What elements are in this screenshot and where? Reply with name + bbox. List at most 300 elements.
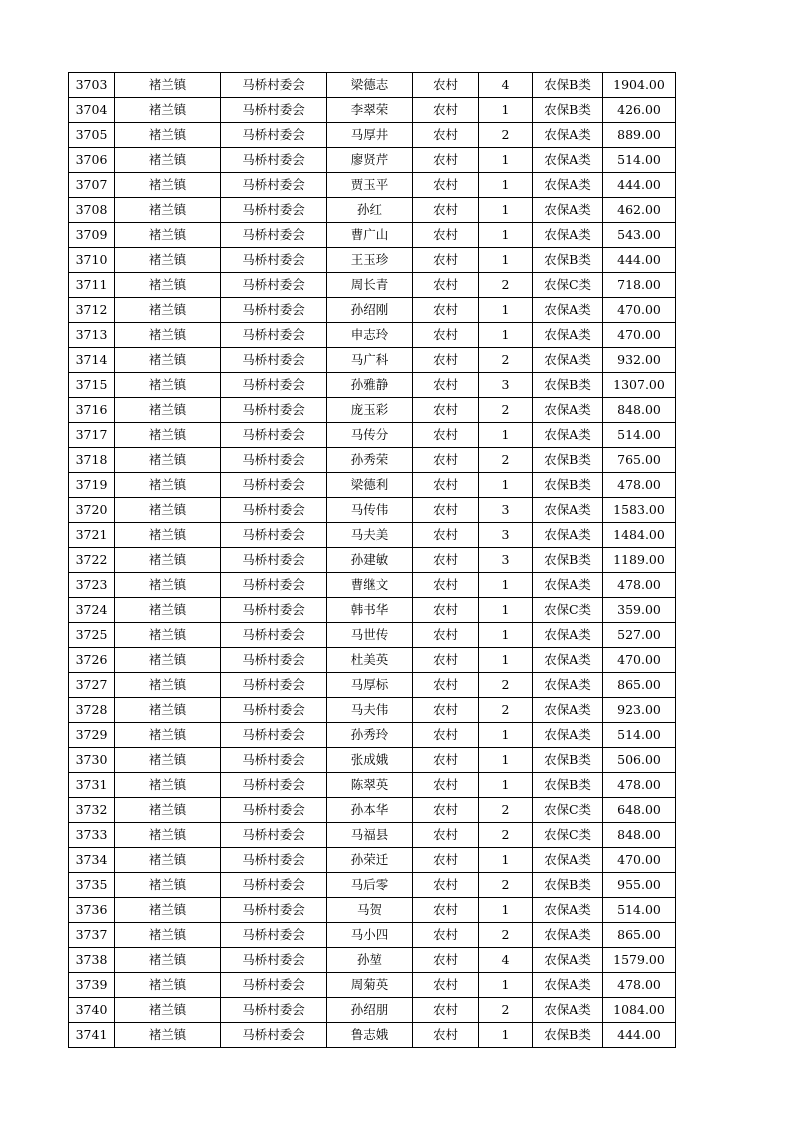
area-type-cell: 农村	[413, 348, 479, 373]
village-committee-cell: 马桥村委会	[221, 723, 327, 748]
village-committee-cell: 马桥村委会	[221, 1023, 327, 1048]
household-count-cell: 2	[479, 398, 533, 423]
household-count-cell: 2	[479, 448, 533, 473]
area-type-cell: 农村	[413, 73, 479, 98]
area-type-cell: 农村	[413, 398, 479, 423]
household-count-cell: 1	[479, 198, 533, 223]
insurance-category-cell: 农保A类	[533, 948, 603, 973]
area-type-cell: 农村	[413, 548, 479, 573]
town-cell: 褚兰镇	[115, 473, 221, 498]
household-count-cell: 1	[479, 323, 533, 348]
village-committee-cell: 马桥村委会	[221, 573, 327, 598]
area-type-cell: 农村	[413, 148, 479, 173]
person-name-cell: 孙荣迁	[327, 848, 413, 873]
amount-cell: 865.00	[603, 923, 676, 948]
person-name-cell: 马后零	[327, 873, 413, 898]
town-cell: 褚兰镇	[115, 698, 221, 723]
area-type-cell: 农村	[413, 848, 479, 873]
row-number-cell: 3703	[69, 73, 115, 98]
household-count-cell: 1	[479, 623, 533, 648]
town-cell: 褚兰镇	[115, 223, 221, 248]
area-type-cell: 农村	[413, 298, 479, 323]
area-type-cell: 农村	[413, 248, 479, 273]
table-row	[69, 123, 676, 148]
village-committee-cell: 马桥村委会	[221, 848, 327, 873]
person-name-cell: 庞玉彩	[327, 398, 413, 423]
row-number-cell: 3707	[69, 173, 115, 198]
insurance-category-cell: 农保A类	[533, 923, 603, 948]
village-committee-cell: 马桥村委会	[221, 523, 327, 548]
person-name-cell: 孙雅静	[327, 373, 413, 398]
area-type-cell: 农村	[413, 598, 479, 623]
row-number-cell: 3712	[69, 298, 115, 323]
village-committee-cell: 马桥村委会	[221, 823, 327, 848]
village-committee-cell: 马桥村委会	[221, 323, 327, 348]
insurance-category-cell: 农保A类	[533, 498, 603, 523]
town-cell: 褚兰镇	[115, 1023, 221, 1048]
village-committee-cell: 马桥村委会	[221, 223, 327, 248]
amount-cell: 444.00	[603, 1023, 676, 1048]
area-type-cell: 农村	[413, 323, 479, 348]
insurance-category-cell: 农保A类	[533, 323, 603, 348]
row-number-cell: 3720	[69, 498, 115, 523]
town-cell: 褚兰镇	[115, 848, 221, 873]
town-cell: 褚兰镇	[115, 298, 221, 323]
row-number-cell: 3738	[69, 948, 115, 973]
amount-cell: 426.00	[603, 98, 676, 123]
amount-cell: 462.00	[603, 198, 676, 223]
village-committee-cell: 马桥村委会	[221, 748, 327, 773]
village-committee-cell: 马桥村委会	[221, 673, 327, 698]
household-count-cell: 1	[479, 473, 533, 498]
table-row	[69, 198, 676, 223]
person-name-cell: 鲁志娥	[327, 1023, 413, 1048]
area-type-cell: 农村	[413, 773, 479, 798]
insurance-category-cell: 农保A类	[533, 848, 603, 873]
insurance-category-cell: 农保A类	[533, 648, 603, 673]
town-cell: 褚兰镇	[115, 673, 221, 698]
row-number-cell: 3704	[69, 98, 115, 123]
row-number-cell: 3713	[69, 323, 115, 348]
town-cell: 褚兰镇	[115, 373, 221, 398]
amount-cell: 1579.00	[603, 948, 676, 973]
town-cell: 褚兰镇	[115, 248, 221, 273]
town-cell: 褚兰镇	[115, 98, 221, 123]
area-type-cell: 农村	[413, 523, 479, 548]
household-count-cell: 1	[479, 748, 533, 773]
person-name-cell: 曹继文	[327, 573, 413, 598]
amount-cell: 506.00	[603, 748, 676, 773]
row-number-cell: 3733	[69, 823, 115, 848]
person-name-cell: 马福县	[327, 823, 413, 848]
village-committee-cell: 马桥村委会	[221, 898, 327, 923]
person-name-cell: 周菊英	[327, 973, 413, 998]
row-number-cell: 3739	[69, 973, 115, 998]
household-count-cell: 1	[479, 248, 533, 273]
town-cell: 褚兰镇	[115, 173, 221, 198]
insurance-category-cell: 农保B类	[533, 548, 603, 573]
household-count-cell: 2	[479, 998, 533, 1023]
household-count-cell: 1	[479, 1023, 533, 1048]
area-type-cell: 农村	[413, 423, 479, 448]
table-row	[69, 673, 676, 698]
table-row	[69, 998, 676, 1023]
household-count-cell: 3	[479, 498, 533, 523]
village-committee-cell: 马桥村委会	[221, 148, 327, 173]
area-type-cell: 农村	[413, 698, 479, 723]
row-number-cell: 3719	[69, 473, 115, 498]
amount-cell: 470.00	[603, 848, 676, 873]
table-row	[69, 473, 676, 498]
table-row	[69, 173, 676, 198]
village-committee-cell: 马桥村委会	[221, 698, 327, 723]
table-row	[69, 98, 676, 123]
village-committee-cell: 马桥村委会	[221, 473, 327, 498]
person-name-cell: 马小四	[327, 923, 413, 948]
table-row	[69, 498, 676, 523]
table-row	[69, 1023, 676, 1048]
area-type-cell: 农村	[413, 898, 479, 923]
row-number-cell: 3731	[69, 773, 115, 798]
town-cell: 褚兰镇	[115, 498, 221, 523]
amount-cell: 889.00	[603, 123, 676, 148]
household-count-cell: 1	[479, 723, 533, 748]
person-name-cell: 李翠荣	[327, 98, 413, 123]
row-number-cell: 3722	[69, 548, 115, 573]
table-row	[69, 923, 676, 948]
table-row	[69, 398, 676, 423]
person-name-cell: 孙红	[327, 198, 413, 223]
row-number-cell: 3728	[69, 698, 115, 723]
table-row	[69, 423, 676, 448]
person-name-cell: 梁德志	[327, 73, 413, 98]
household-count-cell: 1	[479, 648, 533, 673]
person-name-cell: 廖贤芹	[327, 148, 413, 173]
person-name-cell: 张成娥	[327, 748, 413, 773]
table-row	[69, 273, 676, 298]
amount-cell: 932.00	[603, 348, 676, 373]
household-count-cell: 1	[479, 973, 533, 998]
table-row	[69, 348, 676, 373]
village-committee-cell: 马桥村委会	[221, 798, 327, 823]
area-type-cell: 农村	[413, 1023, 479, 1048]
person-name-cell: 马广科	[327, 348, 413, 373]
area-type-cell: 农村	[413, 998, 479, 1023]
town-cell: 褚兰镇	[115, 723, 221, 748]
village-committee-cell: 马桥村委会	[221, 98, 327, 123]
amount-cell: 923.00	[603, 698, 676, 723]
row-number-cell: 3709	[69, 223, 115, 248]
table-row	[69, 698, 676, 723]
row-number-cell: 3706	[69, 148, 115, 173]
town-cell: 褚兰镇	[115, 898, 221, 923]
person-name-cell: 王玉珍	[327, 248, 413, 273]
amount-cell: 514.00	[603, 148, 676, 173]
insurance-category-cell: 农保B类	[533, 73, 603, 98]
amount-cell: 478.00	[603, 973, 676, 998]
table-row	[69, 298, 676, 323]
village-committee-cell: 马桥村委会	[221, 998, 327, 1023]
village-committee-cell: 马桥村委会	[221, 873, 327, 898]
household-count-cell: 1	[479, 898, 533, 923]
insurance-category-cell: 农保B类	[533, 448, 603, 473]
amount-cell: 718.00	[603, 273, 676, 298]
amount-cell: 514.00	[603, 898, 676, 923]
row-number-cell: 3718	[69, 448, 115, 473]
village-committee-cell: 马桥村委会	[221, 198, 327, 223]
town-cell: 褚兰镇	[115, 348, 221, 373]
town-cell: 褚兰镇	[115, 948, 221, 973]
town-cell: 褚兰镇	[115, 998, 221, 1023]
town-cell: 褚兰镇	[115, 123, 221, 148]
amount-cell: 444.00	[603, 248, 676, 273]
row-number-cell: 3737	[69, 923, 115, 948]
village-committee-cell: 马桥村委会	[221, 248, 327, 273]
table-row	[69, 148, 676, 173]
amount-cell: 444.00	[603, 173, 676, 198]
area-type-cell: 农村	[413, 573, 479, 598]
amount-cell: 359.00	[603, 598, 676, 623]
village-committee-cell: 马桥村委会	[221, 448, 327, 473]
table-row	[69, 648, 676, 673]
area-type-cell: 农村	[413, 473, 479, 498]
town-cell: 褚兰镇	[115, 648, 221, 673]
table-row	[69, 373, 676, 398]
town-cell: 褚兰镇	[115, 873, 221, 898]
area-type-cell: 农村	[413, 273, 479, 298]
insurance-category-cell: 农保A类	[533, 173, 603, 198]
insurance-category-cell: 农保A类	[533, 673, 603, 698]
row-number-cell: 3724	[69, 598, 115, 623]
town-cell: 褚兰镇	[115, 748, 221, 773]
household-count-cell: 1	[479, 848, 533, 873]
row-number-cell: 3714	[69, 348, 115, 373]
household-count-cell: 1	[479, 423, 533, 448]
town-cell: 褚兰镇	[115, 773, 221, 798]
household-count-cell: 2	[479, 123, 533, 148]
village-committee-cell: 马桥村委会	[221, 973, 327, 998]
town-cell: 褚兰镇	[115, 548, 221, 573]
area-type-cell: 农村	[413, 923, 479, 948]
village-committee-cell: 马桥村委会	[221, 773, 327, 798]
area-type-cell: 农村	[413, 173, 479, 198]
row-number-cell: 3741	[69, 1023, 115, 1048]
insurance-category-cell: 农保C类	[533, 273, 603, 298]
area-type-cell: 农村	[413, 123, 479, 148]
area-type-cell: 农村	[413, 498, 479, 523]
row-number-cell: 3721	[69, 523, 115, 548]
household-count-cell: 1	[479, 298, 533, 323]
person-name-cell: 贾玉平	[327, 173, 413, 198]
insurance-category-cell: 农保A类	[533, 973, 603, 998]
person-name-cell: 梁德利	[327, 473, 413, 498]
insurance-category-cell: 农保A类	[533, 898, 603, 923]
village-committee-cell: 马桥村委会	[221, 548, 327, 573]
person-name-cell: 孙绍刚	[327, 298, 413, 323]
table-row	[69, 623, 676, 648]
amount-cell: 478.00	[603, 573, 676, 598]
person-name-cell: 马世传	[327, 623, 413, 648]
household-count-cell: 4	[479, 948, 533, 973]
table-row	[69, 73, 676, 98]
amount-cell: 478.00	[603, 773, 676, 798]
village-committee-cell: 马桥村委会	[221, 498, 327, 523]
person-name-cell: 陈翠英	[327, 773, 413, 798]
area-type-cell: 农村	[413, 798, 479, 823]
insurance-category-cell: 农保B类	[533, 1023, 603, 1048]
household-count-cell: 3	[479, 548, 533, 573]
household-count-cell: 2	[479, 798, 533, 823]
row-number-cell: 3729	[69, 723, 115, 748]
town-cell: 褚兰镇	[115, 148, 221, 173]
table-row	[69, 448, 676, 473]
village-committee-cell: 马桥村委会	[221, 348, 327, 373]
amount-cell: 470.00	[603, 323, 676, 348]
table-row	[69, 598, 676, 623]
area-type-cell: 农村	[413, 448, 479, 473]
household-count-cell: 1	[479, 98, 533, 123]
row-number-cell: 3725	[69, 623, 115, 648]
row-number-cell: 3732	[69, 798, 115, 823]
table-row	[69, 323, 676, 348]
insurance-category-cell: 农保B类	[533, 248, 603, 273]
insurance-category-cell: 农保A类	[533, 198, 603, 223]
amount-cell: 514.00	[603, 723, 676, 748]
town-cell: 褚兰镇	[115, 523, 221, 548]
household-count-cell: 2	[479, 273, 533, 298]
insurance-category-cell: 农保A类	[533, 998, 603, 1023]
insurance-category-cell: 农保C类	[533, 598, 603, 623]
row-number-cell: 3705	[69, 123, 115, 148]
table-row	[69, 548, 676, 573]
insurance-category-cell: 农保A类	[533, 223, 603, 248]
insurance-category-cell: 农保A类	[533, 523, 603, 548]
household-count-cell: 4	[479, 73, 533, 98]
household-count-cell: 2	[479, 873, 533, 898]
person-name-cell: 孙本华	[327, 798, 413, 823]
table-row	[69, 523, 676, 548]
household-count-cell: 1	[479, 173, 533, 198]
table-row	[69, 898, 676, 923]
person-name-cell: 孙秀玲	[327, 723, 413, 748]
insurance-category-cell: 农保C类	[533, 798, 603, 823]
area-type-cell: 农村	[413, 948, 479, 973]
village-committee-cell: 马桥村委会	[221, 173, 327, 198]
insurance-category-cell: 农保C类	[533, 823, 603, 848]
town-cell: 褚兰镇	[115, 198, 221, 223]
town-cell: 褚兰镇	[115, 398, 221, 423]
amount-cell: 765.00	[603, 448, 676, 473]
person-name-cell: 马传伟	[327, 498, 413, 523]
town-cell: 褚兰镇	[115, 973, 221, 998]
village-committee-cell: 马桥村委会	[221, 598, 327, 623]
village-committee-cell: 马桥村委会	[221, 73, 327, 98]
row-number-cell: 3708	[69, 198, 115, 223]
amount-cell: 1904.00	[603, 73, 676, 98]
table-row	[69, 723, 676, 748]
person-name-cell: 孙绍朋	[327, 998, 413, 1023]
person-name-cell: 马夫美	[327, 523, 413, 548]
village-committee-cell: 马桥村委会	[221, 948, 327, 973]
amount-cell: 865.00	[603, 673, 676, 698]
household-count-cell: 2	[479, 348, 533, 373]
table-row	[69, 748, 676, 773]
area-type-cell: 农村	[413, 723, 479, 748]
insurance-category-cell: 农保A类	[533, 423, 603, 448]
town-cell: 褚兰镇	[115, 823, 221, 848]
row-number-cell: 3715	[69, 373, 115, 398]
insurance-category-cell: 农保A类	[533, 723, 603, 748]
household-count-cell: 3	[479, 523, 533, 548]
row-number-cell: 3710	[69, 248, 115, 273]
amount-cell: 955.00	[603, 873, 676, 898]
area-type-cell: 农村	[413, 973, 479, 998]
table-row	[69, 248, 676, 273]
table-row	[69, 798, 676, 823]
village-committee-cell: 马桥村委会	[221, 923, 327, 948]
household-count-cell: 2	[479, 823, 533, 848]
town-cell: 褚兰镇	[115, 448, 221, 473]
area-type-cell: 农村	[413, 673, 479, 698]
town-cell: 褚兰镇	[115, 273, 221, 298]
insurance-category-cell: 农保B类	[533, 748, 603, 773]
area-type-cell: 农村	[413, 98, 479, 123]
household-count-cell: 3	[479, 373, 533, 398]
area-type-cell: 农村	[413, 373, 479, 398]
table-row	[69, 948, 676, 973]
insurance-category-cell: 农保A类	[533, 123, 603, 148]
table-row	[69, 848, 676, 873]
person-name-cell: 周长青	[327, 273, 413, 298]
town-cell: 褚兰镇	[115, 573, 221, 598]
person-name-cell: 孙堃	[327, 948, 413, 973]
household-count-cell: 1	[479, 773, 533, 798]
row-number-cell: 3736	[69, 898, 115, 923]
amount-cell: 648.00	[603, 798, 676, 823]
insurance-category-cell: 农保B类	[533, 98, 603, 123]
area-type-cell: 农村	[413, 873, 479, 898]
row-number-cell: 3735	[69, 873, 115, 898]
insurance-category-cell: 农保A类	[533, 298, 603, 323]
table-row	[69, 773, 676, 798]
table-body	[69, 73, 676, 1048]
amount-cell: 478.00	[603, 473, 676, 498]
area-type-cell: 农村	[413, 648, 479, 673]
village-committee-cell: 马桥村委会	[221, 273, 327, 298]
person-name-cell: 曹广山	[327, 223, 413, 248]
table-row	[69, 873, 676, 898]
village-committee-cell: 马桥村委会	[221, 398, 327, 423]
amount-cell: 1084.00	[603, 998, 676, 1023]
insurance-category-cell: 农保B类	[533, 473, 603, 498]
person-name-cell: 孙秀荣	[327, 448, 413, 473]
insurance-category-cell: 农保B类	[533, 373, 603, 398]
row-number-cell: 3723	[69, 573, 115, 598]
person-name-cell: 马传分	[327, 423, 413, 448]
table-row	[69, 823, 676, 848]
town-cell: 褚兰镇	[115, 423, 221, 448]
person-name-cell: 马厚标	[327, 673, 413, 698]
table-row	[69, 973, 676, 998]
household-count-cell: 1	[479, 598, 533, 623]
village-committee-cell: 马桥村委会	[221, 423, 327, 448]
household-count-cell: 1	[479, 223, 533, 248]
person-name-cell: 马贺	[327, 898, 413, 923]
insurance-category-cell: 农保A类	[533, 398, 603, 423]
person-name-cell: 孙建敏	[327, 548, 413, 573]
insurance-category-cell: 农保A类	[533, 348, 603, 373]
area-type-cell: 农村	[413, 823, 479, 848]
